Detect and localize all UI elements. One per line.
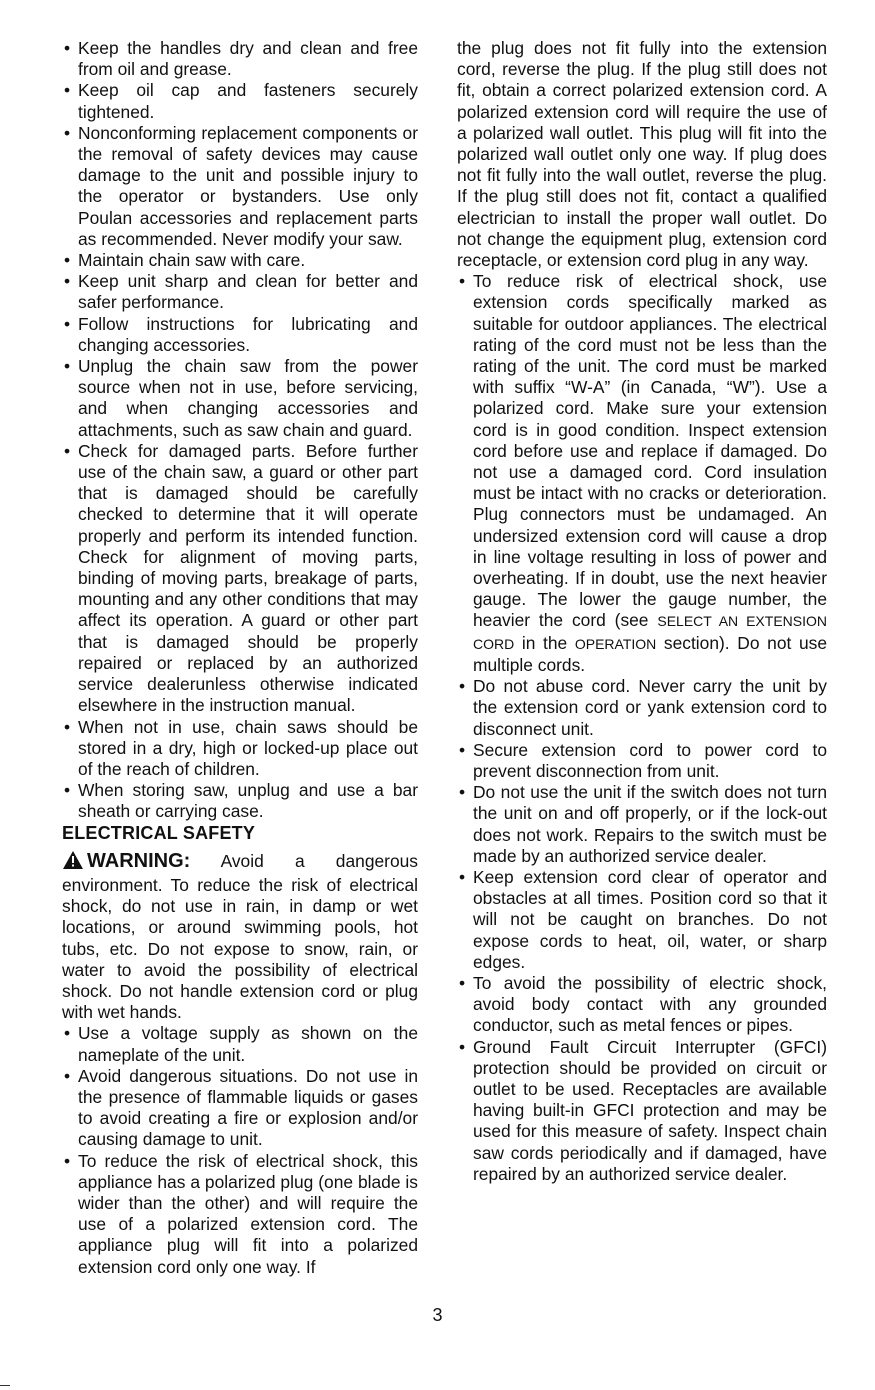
list-item: • Check for damaged parts. Before further use of the chain saw, a guard or other part that is damaged should be carefully checked to determine that it will operate properly and perform its intended function. Check for alignment of moving parts, binding of moving parts, breakage of parts, mounting and any other conditions that may affect its operation. A guard or other part that is damaged should be properly repaired or replaced by an authorized service dealerunless otherwise indicated elsewhere in the instruction manual. xyxy=(62,441,418,717)
right-column xyxy=(457,38,827,1185)
cord-reference-extension: SELECT AN EXTENSION CORD xyxy=(473,613,827,652)
section-heading: ELECTRICAL SAFETY xyxy=(62,822,256,843)
scan-edge-mark xyxy=(0,1385,10,1386)
list-item: • Keep the handles dry and clean and free from oil and grease. xyxy=(62,38,418,80)
list-item: • Nonconforming replacement components or the removal of safety devices may cause damage to the unit and possible injury to the operator or bystanders. Use only Poulan accessories and replacement parts as recommended. Never modify your saw. xyxy=(62,123,418,250)
list-item: • Do not use the unit if the switch does not turn the unit on and off properly, or if the lock-out does not work. Repairs to the switch must be made by an authorized service dealer. xyxy=(457,782,827,867)
list-item: • Keep extension cord clear of operator and obstacles at all times. Position cord so that it will not be caught on branches. Do not expose cords to heat, oil, water, or sharp edges. xyxy=(457,867,827,973)
list-item: • Unplug the chain saw from the power source when not in use, before servicing, and when changing accessories and attachments, such as saw chain and guard. xyxy=(62,356,418,441)
list-item: • When storing saw, unplug and use a bar sheath or carrying case. xyxy=(62,780,418,822)
cord-text-a: To reduce risk of electrical shock, use extension cords specifically marked as suitable for outdoor appliances. The electrical rating of the cord must not be less than the rating of the unit. The cord must be marked with suffix “W-A” (in Canada, “W”). Use a polarized cord. Make sure your extension cord is in good condition. Inspect extension cord before use and replace if damaged. Do not use a damaged cord. Cord insulation must be intact with no cracks or deterioration. Plug connectors must be undamaged. An undersized extension cord will cause a drop in line voltage resulting in loss of power and overheating. If in doubt, use the next heavier gauge. The lower the gauge number, the heavier the cord (see xyxy=(473,271,827,631)
safety-list-top xyxy=(62,38,418,823)
list-item: • Avoid dangerous situations. Do not use in the presence of flammable liquids or gases to avoid creating a fire or explosion and/or causing damage to unit. xyxy=(62,1066,418,1151)
list-item: • Follow instructions for lubricating and changing accessories. xyxy=(62,314,418,356)
list-item: • Do not abuse cord. Never carry the unit by the extension cord or yank extension cord to disconnect unit. xyxy=(457,676,827,740)
list-item: • To reduce the risk of electrical shock, this appliance has a polarized plug (one blade is wider than the other) and will require the use of a polarized extension cord. The appliance plug will fit into a polarized extension cord only one way. If xyxy=(62,1151,418,1278)
list-item: • Use a voltage supply as shown on the nameplate of the unit. xyxy=(62,1023,418,1065)
list-item: • Maintain chain saw with care. xyxy=(62,250,418,271)
cord-text-c: section). Do not use multiple cords. xyxy=(473,632,827,675)
list-item: • Secure extension cord to power cord to prevent disconnection from unit. xyxy=(457,740,827,782)
list-item: • Ground Fault Circuit Interrupter (GFCI) protection should be provided on circuit or outlet to be used. Receptacles are available having built-in GFCI protection and may be used for this measure of safety. Inspect chain saw cords periodically and if damaged, have repaired by an authorized service dealer. xyxy=(457,1037,827,1185)
warning-triangle-icon xyxy=(62,850,84,875)
list-item: • To avoid the possibility of electric shock, avoid body contact with any grounded conductor, such as metal fences or pipes. xyxy=(457,973,827,1037)
continuation-paragraph: the plug does not fit fully into the extension cord, reverse the plug. If the plug still does not fit, obtain a correct polarized extension cord. A polarized extension cord will require the use of a polarized wall outlet. This plug will fit into the polarized wall outlet only one way. If plug does not fit fully into the wall outlet, reverse the plug. If the plug still does not fit, contact a qualified electrician to install the proper wall outlet. Do not change the equipment plug, extension cord receptacle, or extension cord plug in any way. xyxy=(457,38,827,271)
list-item: • Keep oil cap and fasteners securely tightened. xyxy=(62,80,418,122)
cord-reference-operation: OPERATION xyxy=(574,635,657,652)
list-item: • When not in use, chain saws should be stored in a dry, high or locked-up place out of the reach of children. xyxy=(62,717,418,781)
warning-paragraph xyxy=(62,850,418,1024)
left-column xyxy=(62,38,418,1278)
page-number: 3 xyxy=(432,1305,443,1325)
safety-list-bottom xyxy=(62,1023,418,1277)
cord-text-b: in the xyxy=(514,632,575,653)
list-item: • Keep unit sharp and clean for better and safer performance. xyxy=(62,271,418,313)
warning-text: Avoid a dangerous environment. To reduce the risk of electrical shock, do not use in rain, in damp or wet locations, or around swimming pools, hot tubs, etc. Do not expose to snow, rain, or water to avoid the possibility of electrical shock. Do not handle extension cord or plug with wet hands. xyxy=(62,850,418,1023)
warning-word: WARNING: xyxy=(87,849,191,872)
list-item xyxy=(457,271,827,676)
cord-safety-list xyxy=(457,271,827,1185)
